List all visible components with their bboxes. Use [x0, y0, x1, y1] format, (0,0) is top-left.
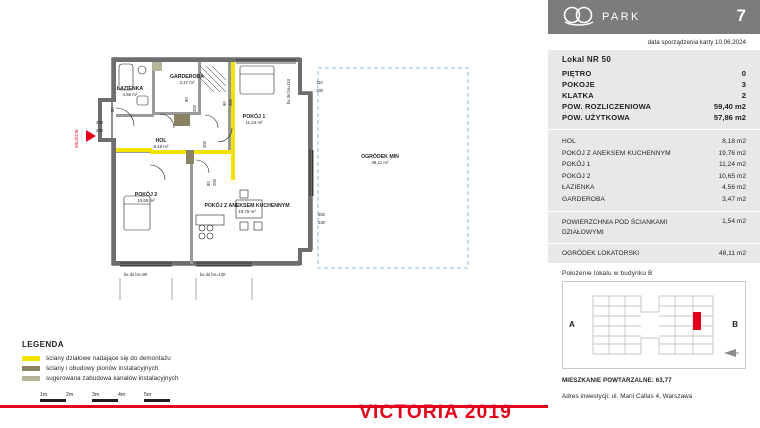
legend-label: sugerowana zabudowa kanałów instalacyjnych [46, 375, 179, 382]
unit-value: 2 [741, 91, 746, 100]
room-area: 3,47 m2 [722, 195, 746, 203]
plan-room-lazienka: ŁAZIENKA 4,56 m² [116, 86, 144, 97]
plan-room-pokoj1: POKÓJ 1 11,24 m² [242, 114, 266, 125]
plan-dim: 200 [212, 179, 217, 186]
brand-title: VICTORIA 2019 [359, 402, 512, 423]
room-name: POKÓJ 1 [562, 161, 591, 168]
plan-dim: 90 [222, 101, 227, 106]
building-outline [563, 282, 747, 368]
unit-row [562, 90, 746, 101]
investment-address: Adres inwestycji: ul. Marii Callas 4, Warszawa [562, 393, 693, 400]
unit-value: 3 [741, 80, 746, 89]
plan-dim: 200 [202, 141, 207, 148]
panel-footer [548, 369, 760, 400]
legend [22, 340, 272, 385]
plan-dim: 180 [316, 88, 323, 93]
legend-item [22, 365, 272, 372]
plan-dim: 80 [110, 107, 115, 112]
panel-header [548, 0, 760, 34]
room-row [562, 194, 746, 206]
unit-key: KLATKA [562, 91, 594, 100]
room-area: 11,24 m2 [718, 161, 746, 168]
room-name: HOL [562, 138, 576, 145]
room-area: 10,65 m2 [718, 172, 746, 180]
unit-key: POKOJE [562, 80, 595, 89]
unit-row [562, 101, 746, 112]
scale-tick: 2m [66, 392, 74, 398]
panel-date: data sporządzenia karty 10.06.2024 [647, 39, 746, 46]
legend-swatch [22, 366, 40, 371]
unit-value: 57,86 m2 [713, 113, 746, 122]
unit-value: 0 [741, 69, 746, 78]
scale-tick: 4m [118, 392, 126, 398]
park-label: PARK [602, 11, 641, 23]
partition-walls-block [548, 212, 760, 243]
legend-item [22, 355, 272, 362]
room-row [562, 182, 746, 194]
plan-room-pokoj-aneks: POKÓJ Z ANEKSEM KUCHENNYM 19,76 m² [204, 203, 290, 214]
partition-walls-name: POWIERZCHNIA POD ŚCIANKAMI DZIAŁOWYMI [562, 219, 668, 236]
building-locator-map [562, 281, 746, 369]
plan-entry-label: WEJŚCIE [74, 129, 79, 148]
legend-label: ściany działowe nadające się do demontażu [46, 355, 171, 362]
room-row [562, 136, 746, 148]
legend-item [22, 375, 272, 382]
legend-label: ściany i obudowy pionów instalacyjnych [46, 365, 159, 372]
plan-room-pokoj2: POKÓJ 2 10,65 m² [134, 192, 158, 203]
plan-dim: 200 [96, 120, 103, 125]
unit-key: PIĘTRO [562, 69, 592, 78]
plan-dim: 110 [316, 80, 323, 85]
room-area: 4,56 m2 [722, 184, 746, 191]
scale-tick: 1m [40, 392, 48, 398]
partition-walls-row [562, 218, 746, 237]
plan-dim: 90 [184, 97, 189, 102]
plan-window-label: bx do bn=110 [286, 78, 291, 104]
plan-dim: 230 [318, 220, 325, 225]
room-area: 8,18 m2 [722, 138, 746, 145]
building-label-b: B [732, 320, 738, 329]
plan-dim: 80 [206, 181, 211, 186]
unit-value: 59,40 m2 [713, 102, 746, 111]
room-name: POKÓJ Z ANEKSEM KUCHENNYM [562, 149, 671, 157]
plan-dim: 200 [228, 99, 233, 106]
plan-dim: 200 [192, 105, 197, 112]
scale-tick: 3m [92, 392, 100, 398]
unit-key: POW. ROZLICZENIOWA [562, 102, 652, 111]
garden-row [562, 250, 746, 257]
repeatable-unit-text: MIESZKANIE POWTARZALNE: 63,77 [562, 377, 672, 384]
plan-room-garderoba: GARDEROBA 3,47 m² [169, 74, 204, 85]
victoria-park-logo-icon [562, 4, 596, 31]
unit-summary-block [548, 50, 760, 129]
building-label-a: A [569, 320, 575, 329]
plan-room-ogrodek: OGRÓDEK MIN 48,11 m² [361, 154, 399, 165]
unit-row [562, 68, 746, 79]
room-area: 19,76 m2 [718, 149, 746, 157]
garden-block [548, 244, 760, 263]
room-row [562, 171, 746, 183]
plan-dim: 220 [96, 128, 103, 133]
north-arrow-icon [723, 346, 739, 364]
legend-swatch [22, 356, 40, 361]
scale-bar [40, 392, 170, 402]
location-block [548, 263, 760, 281]
scale-tick: 5m [144, 392, 152, 398]
unit-row [562, 79, 746, 90]
rooms-list-block [548, 130, 760, 211]
garden-area: 48,11 m2 [718, 250, 746, 257]
plan-window-label: bx do bn=130 [200, 272, 226, 277]
legend-swatch [22, 376, 40, 381]
room-name: GARDEROBA [562, 195, 606, 203]
unit-title: Lokal NR 50 [562, 55, 612, 64]
room-row [562, 148, 746, 160]
location-title: Położenie lokalu w budynku B [562, 270, 653, 277]
plan-dim: 250 [318, 212, 325, 217]
info-panel [548, 0, 760, 428]
plan-window-label: bx do bn=90 [124, 272, 148, 277]
plan-room-hol: HOL 8,18 m² [153, 138, 169, 149]
garden-name: OGRÓDEK LOKATORSKI [562, 250, 640, 257]
legend-title: LEGENDA [22, 340, 64, 349]
room-name: ŁAZIENKA [562, 184, 595, 191]
page-number: 7 [736, 6, 746, 25]
room-name: POKÓJ 2 [562, 172, 591, 180]
unit-key: POW. UŻYTKOWA [562, 113, 630, 122]
room-row [562, 159, 746, 171]
unit-highlight-marker [693, 312, 701, 330]
partition-walls-area: 1,54 m2 [722, 218, 746, 225]
unit-row [562, 112, 746, 123]
